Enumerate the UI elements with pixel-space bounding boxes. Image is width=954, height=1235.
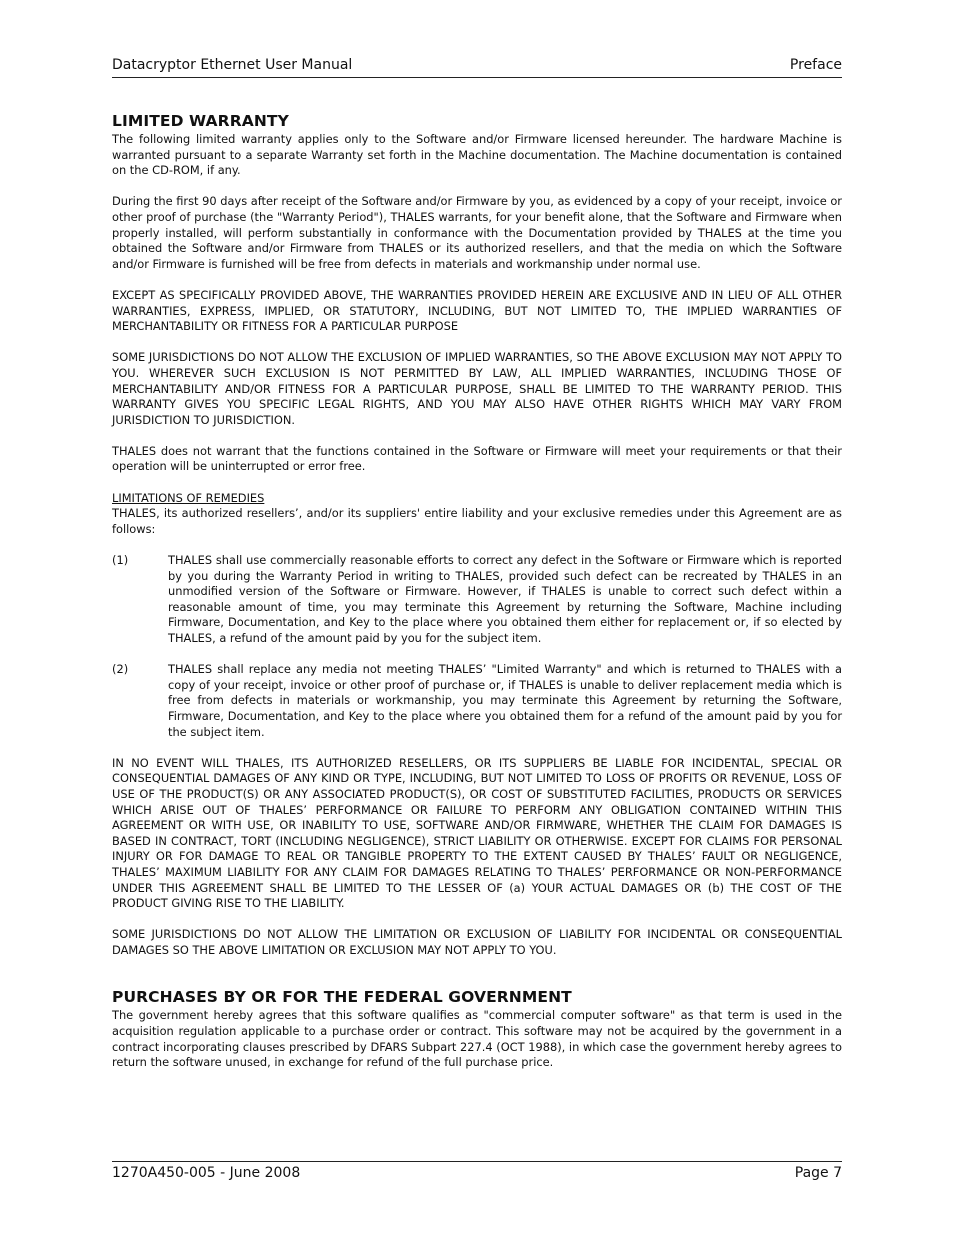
remedy-item [112, 662, 842, 740]
warranty-paragraph-1: The following limited warranty applies only to the Software and/or Firmware licensed hereunder. The hardware Machine is warranted pursuant to a separate Warranty set forth in the Machine documentation. The Machine documentation is contained on the CD-ROM, if any. [112, 132, 842, 178]
limitations-of-remedies-heading: LIMITATIONS OF REMEDIES [112, 490, 265, 505]
warranty-paragraph-2: During the first 90 days after receipt of the Software and/or Firmware by you, as evidenced by a copy of your receipt, invoice or other proof of purchase (the "Warranty Period"), THALES warrants, for your benefit alone, that the Software and Firmware when properly installed, will perform substantially in conformance with the Documentation provided by THALES at the time you obtained the Software and/or Firmware from THALES or its authorized resellers, and that the media on which the Software and/or Firmware is furnished will be free from defects in materials and workmanship under normal use. [112, 194, 842, 271]
federal-paragraph: The government hereby agrees that this software qualifies as "commercial computer software" as that term is used in the acquisition regulation applicable to a purchase order or contract. This software may not be acquired by the government in a contract incorporating clauses prescribed by DFARS Subpart 227.4 (OCT 1988), in which case the government hereby agrees to return the software unused, in exchange for refund of the full purchase price. [112, 1008, 842, 1070]
page-header [112, 57, 842, 78]
warranty-paragraph-4: SOME JURISDICTIONS DO NOT ALLOW THE EXCLUSION OF IMPLIED WARRANTIES, SO THE ABOVE EXCLUSION MAY NOT APPLY TO YOU. WHEREVER SUCH EXCLUSION IS NOT PERMITTED BY LAW, ALL IMPLIED WARRANTIES, INCLUDING THOSE OF MERCHANTABILITY AND/OR FITNESS FOR A PARTICULAR PURPOSE, SHALL BE LIMITED TO THE WARRANTY PERIOD. THIS WARRANTY GIVES YOU SPECIFIC LEGAL RIGHTS, AND YOU MAY ALSO HAVE OTHER RIGHTS WHICH MAY VARY FROM JURISDICTION TO JURISDICTION. [112, 350, 842, 427]
page-number: Page 7 [794, 1165, 842, 1181]
manual-title: Datacryptor Ethernet User Manual [112, 57, 353, 73]
section-name: Preface [789, 57, 842, 73]
remedy-item-text: THALES shall use commercially reasonable efforts to correct any defect in the Software or Firmware which is reported by you during the Warranty Period in writing to THALES, provided such defect can be recreated by THALES in an unmodified version of the Software or Firmware. However, if THALES is unable to correct such defect within a reasonable amount of time, you may terminate this Agreement by returning the Software, Machine including Firmware, Documentation, and Key to the place where you obtained them either for replacement or, if so elected by THALES, a refund of the amount paid by you for the subject item. [168, 553, 842, 645]
warranty-paragraph-5: THALES does not warrant that the functions contained in the Software or Firmware will meet your requirements or that their operation will be uninterrupted or error free. [112, 443, 842, 474]
page-content [112, 112, 842, 1086]
document-id: 1270A450-005 - June 2008 [112, 1165, 301, 1181]
limited-warranty-heading: LIMITED WARRANTY [112, 112, 289, 130]
remedy-item-number: (1) [112, 553, 129, 568]
remedy-item [112, 553, 842, 647]
federal-government-heading: PURCHASES BY OR FOR THE FEDERAL GOVERNMENT [112, 988, 572, 1007]
remedies-intro-paragraph: THALES, its authorized resellers’, and/or its suppliers' entire liability and your exclusive remedies under this Agreement are as follows: [112, 506, 842, 536]
remedy-item-text: THALES shall replace any media not meeting THALES’ "Limited Warranty" and which is returned to THALES with a copy of your receipt, invoice or other proof of purchase or, if THALES is unable to deliver replacement media which is free from defects in materials or workmanship, you may terminate this Agreement by returning the Software, Firmware, Documentation, and Key to the place where you obtained them for a refund of the amount paid by you for the subject item. [168, 662, 842, 739]
warranty-paragraph-3: EXCEPT AS SPECIFICALLY PROVIDED ABOVE, THE WARRANTIES PROVIDED HEREIN ARE EXCLUSIVE AND IN LIEU OF ALL OTHER WARRANTIES, EXPRESS, IMPLIED, OR STATUTORY, INCLUDING, BUT NOT LIMITED TO, THE IMPLIED WARRANTIES OF MERCHANTABILITY OR FITNESS FOR A PARTICULAR PURPOSE [112, 287, 842, 334]
page-footer [112, 1161, 842, 1181]
jurisdiction-paragraph: SOME JURISDICTIONS DO NOT ALLOW THE LIMITATION OR EXCLUSION OF LIABILITY FOR INCIDENTAL OR CONSEQUENTIAL DAMAGES SO THE ABOVE LIMITATION OR EXCLUSION MAY NOT APPLY TO YOU. [112, 927, 842, 957]
liability-paragraph: IN NO EVENT WILL THALES, ITS AUTHORIZED RESELLERS, OR ITS SUPPLIERS BE LIABLE FOR INCIDENTAL, SPECIAL OR CONSEQUENTIAL DAMAGES OF ANY KIND OR TYPE, INCLUDING, BUT NOT LIMITED TO LOSS OF PROFITS OR REVENUE, LOSS OF USE OF THE PRODUCT(S) OR ANY ASSOCIATED PRODUCT(S), OR COST OF SUBSTITUTED FACILITIES, PRODUCTS OR SERVICES WHICH ARISE OUT OF THALES’ PERFORMANCE OR FAILURE TO PERFORM ANY OBLIGATION CONTAINED WITHIN THIS AGREEMENT OR WITH USE, OR INABILITY TO USE, SOFTWARE AND/OR FIRMWARE, WHETHER THE CLAIM FOR DAMAGES IS BASED IN CONTRACT, TORT (INCLUDING NEGLIGENCE), STRICT LIABILITY OR OTHERWISE. EXCEPT FOR CLAIMS FOR PERSONAL INJURY OR FOR DAMAGE TO REAL OR TANGIBLE PROPERTY TO THE EXTENT CAUSED BY THALES’ FAULT OR NEGLIGENCE, THALES’ MAXIMUM LIABILITY FOR ANY CLAIM FOR DAMAGES RELATING TO THALES’ PERFORMANCE OR NON-PERFORMANCE UNDER THIS AGREEMENT SHALL BE LIMITED TO THE LESSER OF (a) YOUR ACTUAL DAMAGES OR (b) THE COST OF THE PRODUCT GIVING RISE TO THE LIABILITY. [112, 755, 842, 911]
remedy-item-number: (2) [112, 662, 129, 677]
